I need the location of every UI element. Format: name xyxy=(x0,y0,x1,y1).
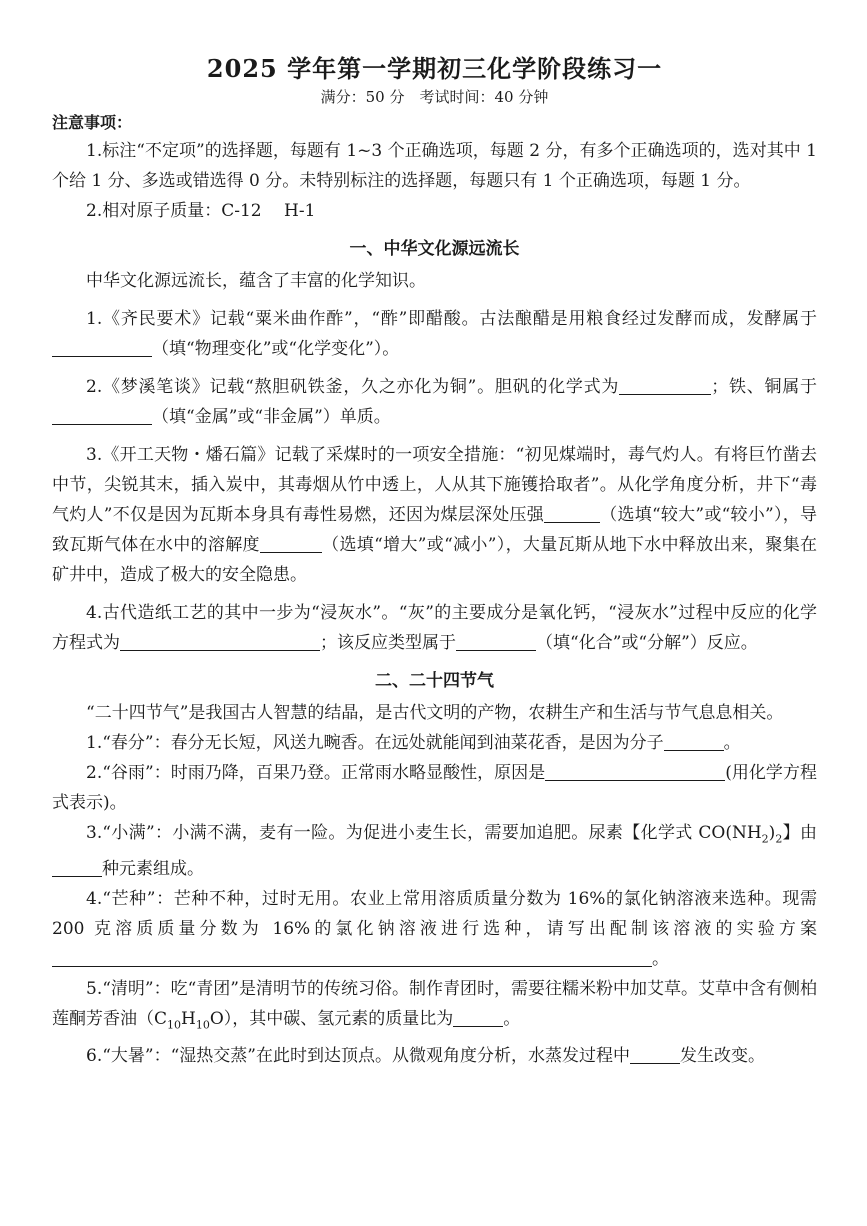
s1-question-3 xyxy=(52,440,817,590)
s1-question-2 xyxy=(52,372,817,432)
section-2-intro: “二十四节气”是我国古人智慧的结晶，是古代文明的产物，农耕生产和生活与节气息息相关。 xyxy=(86,703,784,723)
s2-q2-text-b: (用化学方程式表示)。 xyxy=(52,763,817,813)
s1-question-4 xyxy=(52,598,817,658)
notice-heading: 注意事项： xyxy=(52,113,133,132)
section-2-title: 二、二十四节气 xyxy=(375,671,494,691)
s2-question-5 xyxy=(52,974,817,1040)
s1-q3-text-b: （选填“较大”或“较小”），导致瓦斯气体在水中的溶解度 xyxy=(52,505,817,555)
s2-q1-text-b: 。 xyxy=(723,733,741,753)
s2-q5-text-b: O），其中碳、氢元素的质量比为 xyxy=(209,1009,454,1030)
s2-question-3 xyxy=(52,818,817,884)
s2-q3-text-a: 3.“小满”：小满不满，麦有一险。为促进小麦生长，需要加追肥。尿素【化学式 CO(NH xyxy=(86,823,762,843)
s2-q5-subscript-h: 10 xyxy=(195,1018,210,1032)
s2-q1-text-a: 1.“春分”：春分无长短，风送九畹香。在远处就能闻到油菜花香，是因为分子 xyxy=(86,733,664,753)
s1-q1-text-a: 1.《齐民要术》记载“粟米曲作酢”，“酢”即醋酸。古法酿醋是用粮食经过发酵而成，发酵属于 xyxy=(86,309,817,329)
s2-q2-blank[interactable] xyxy=(545,762,725,781)
s2-q4-text-a: 4.“芒种”：芒种不种，过时无用。农业上常用溶质质量分数为 16%的氯化钠溶液来选种。现需 200 克溶质质量分数为 16%的氯化钠溶液进行选种，请写出配制该溶液的实验方案 xyxy=(52,889,817,940)
s1-q2-blank-1[interactable] xyxy=(619,376,711,395)
s1-q2-text-a: 2.《梦溪笔谈》记载“熬胆矾铁釜，久之亦化为铜”。胆矾的化学式为 xyxy=(86,377,620,397)
exam-info: 满分：50 分 考试时间：40 分钟 xyxy=(320,88,549,106)
s2-q6-text-b: 发生改变。 xyxy=(679,1045,765,1066)
s2-q5-text-c: 。 xyxy=(503,1009,521,1030)
s2-question-6 xyxy=(52,1041,817,1071)
s2-q1-blank[interactable] xyxy=(664,732,724,751)
s1-q1-blank[interactable] xyxy=(52,338,152,357)
s2-question-1 xyxy=(52,728,817,758)
notice-item-1: 1.标注“不定项”的选择题，每题有 1~3 个正确选项，每题 2 分，有多个正确选项的，选对其中 1 个给 1 分、多选或错选得 0 分。未特别标注的选择题，每题只有 1 个正确选项，每题 1 分。 xyxy=(52,141,817,191)
s2-q2-text-a: 2.“谷雨”：时雨乃降，百果乃登。正常雨水略显酸性，原因是 xyxy=(86,763,546,783)
s1-q4-text-b: ；该反应类型属于 xyxy=(320,633,456,653)
section-1-intro: 中华文化源远流长，蕴含了丰富的化学知识。 xyxy=(86,271,426,291)
s1-q4-blank-1[interactable] xyxy=(120,632,320,651)
s2-q3-subscript-2: 2 xyxy=(775,832,783,846)
s1-q4-blank-2[interactable] xyxy=(456,632,536,651)
s2-q6-text-a: 6.“大暑”：“湿热交蒸”在此时到达顶点。从微观角度分析，水蒸发过程中 xyxy=(86,1045,630,1066)
s2-q3-text-c: 】由 xyxy=(782,823,818,843)
s2-q3-blank[interactable] xyxy=(52,858,102,877)
notice-item-2: 2.相对原子质量：C-12 H-1 xyxy=(86,201,316,221)
s2-q4-text-b: 。 xyxy=(652,949,669,970)
s2-q5-blank[interactable] xyxy=(453,1008,503,1027)
s2-question-4 xyxy=(52,884,817,974)
s2-q6-blank[interactable] xyxy=(630,1045,680,1064)
s1-q2-text-c: （填“金属”或“非金属”）单质。 xyxy=(152,407,391,427)
page-title: 2025 学年第一学期初三化学阶段练习一 xyxy=(206,54,663,83)
s1-q2-blank-2[interactable] xyxy=(52,406,152,425)
s1-q2-text-b: ；铁、铜属于 xyxy=(711,377,817,397)
s1-q3-blank-2[interactable] xyxy=(260,534,322,553)
s1-q1-text-b: （填“物理变化”或“化学变化”）。 xyxy=(152,339,400,359)
s2-q4-blank[interactable] xyxy=(52,948,652,967)
s1-q4-text-c: （填“化合”或“分解”）反应。 xyxy=(536,633,758,653)
s2-q3-subscript-1: 2 xyxy=(761,832,769,846)
s2-q3-text-b: ) xyxy=(768,823,776,843)
s2-q5-text-a: 5.“清明”：吃“青团”是清明节的传统习俗。制作青团时，需要往糯米粉中加艾草。艾草中含有侧柏莲酮芳香油（C xyxy=(52,979,817,1030)
s1-q3-text-a: 3.《开工天物・燔石篇》记载了采煤时的一项安全措施：“初见煤端时，毒气灼人。有将巨竹凿去中节，尖锐其末，插入炭中，其毒烟从竹中透上，人从其下施镬拾取者”。从化学角度分析，井下“毒气灼人”不仅是因为瓦斯本身具有毒性易燃，还因为煤层深处压强 xyxy=(52,445,817,525)
s1-question-1 xyxy=(52,304,817,364)
s2-q5-symbol-h: H xyxy=(181,1009,196,1030)
s2-q5-subscript-c: 10 xyxy=(167,1018,182,1032)
s2-q3-text-d: 种元素组成。 xyxy=(102,859,204,880)
s1-q3-blank-1[interactable] xyxy=(544,504,600,523)
s1-q4-text-a: 4.古代造纸工艺的其中一步为“浸灰水”。“灰”的主要成分是氧化钙，“浸灰水”过程中反应的化学方程式为 xyxy=(52,603,817,653)
s1-q3-text-c: （选填“增大”或“减小”），大量瓦斯从地下水中释放出来，聚集在矿井中，造成了极大的安全隐患。 xyxy=(52,535,818,585)
s2-question-2 xyxy=(52,758,817,818)
section-1-title: 一、中华文化源远流长 xyxy=(349,239,520,259)
